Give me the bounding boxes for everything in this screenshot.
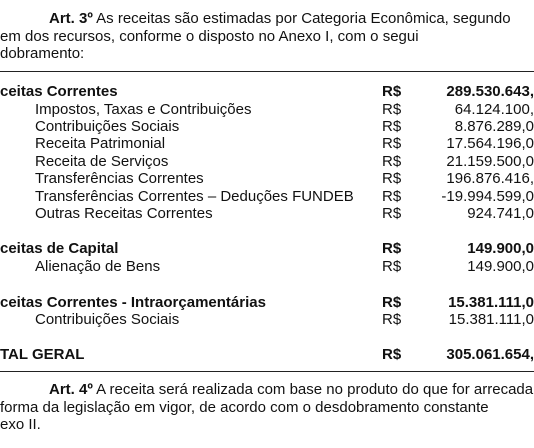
row-currency: R$ (382, 258, 402, 275)
row-value: 8.876.289,0 (454, 118, 534, 135)
row-value: 289.530.643, (446, 83, 534, 100)
row-currency: R$ (382, 205, 402, 222)
row-label: TAL GERAL (0, 346, 85, 363)
art3-heading: Art. 3º (49, 10, 93, 27)
table-row (0, 311, 534, 328)
row-value: 15.381.111,0 (448, 311, 534, 328)
art4-text-line-3: exo II. (0, 416, 41, 433)
art4-paragraph-line-1 (0, 381, 534, 398)
row-label: Outras Receitas Correntes (35, 205, 213, 222)
table-row (0, 118, 534, 135)
art3-paragraph-line-1 (0, 10, 534, 27)
row-currency: R$ (382, 346, 402, 363)
row-label: Contribuições Sociais (35, 311, 180, 328)
art3-text-line-1: As receitas são estimadas por Categoria Econômica, segundo (92, 10, 511, 27)
row-label: Contribuições Sociais (35, 118, 180, 135)
row-value: 924.741,0 (467, 205, 534, 222)
table-row (0, 153, 534, 170)
row-value: 196.876.416, (446, 170, 534, 187)
table-row (0, 188, 534, 205)
row-label: ceitas Correntes (0, 83, 118, 100)
row-label: ceitas Correntes - Intraorçamentárias (0, 294, 266, 311)
row-currency: R$ (382, 170, 402, 187)
table-row (0, 83, 534, 100)
row-currency: R$ (382, 294, 402, 311)
row-value: 64.124.100, (454, 101, 534, 118)
art3-text-line-2: em dos recursos, conforme o disposto no Anexo I, com o segui (0, 28, 419, 45)
row-currency: R$ (382, 118, 402, 135)
row-value: 21.159.500,0 (446, 153, 534, 170)
row-currency: R$ (382, 101, 402, 118)
art4-heading: Art. 4º (49, 381, 93, 398)
row-currency: R$ (382, 83, 402, 100)
table-row (0, 294, 534, 311)
row-value: 149.900,0 (467, 240, 534, 257)
row-label: Alienação de Bens (35, 258, 161, 275)
table-bottom-rule (0, 371, 534, 372)
table-row (0, 101, 534, 118)
art3-text-line-3: dobramento: (0, 45, 85, 62)
row-currency: R$ (382, 153, 402, 170)
table-row-total (0, 346, 534, 363)
row-currency: R$ (382, 135, 402, 152)
row-label: Receita de Serviços (35, 153, 169, 170)
row-label: Impostos, Taxas e Contribuições (35, 101, 252, 118)
row-value: 15.381.111,0 (448, 294, 534, 311)
row-value: -19.994.599,0 (441, 188, 534, 205)
row-label: Transferências Correntes – Deduções FUNDEB (35, 188, 354, 205)
table-row (0, 258, 534, 275)
table-top-rule (0, 71, 534, 72)
row-value: 149.900,0 (467, 258, 534, 275)
row-label: ceitas de Capital (0, 240, 119, 257)
art4-text-line-1: A receita será realizada com base no produto do que for arrecada (92, 381, 534, 398)
row-value: 17.564.196,0 (446, 135, 534, 152)
table-row (0, 205, 534, 222)
row-label: Transferências Correntes (35, 170, 204, 187)
row-label: Receita Patrimonial (35, 135, 166, 152)
row-currency: R$ (382, 240, 402, 257)
art4-text-line-2: forma da legislação em vigor, de acordo com o desdobramento constante (0, 399, 489, 416)
table-row (0, 170, 534, 187)
row-currency: R$ (382, 311, 402, 328)
table-row (0, 135, 534, 152)
row-value: 305.061.654, (446, 346, 534, 363)
row-currency: R$ (382, 188, 402, 205)
table-row (0, 240, 534, 257)
